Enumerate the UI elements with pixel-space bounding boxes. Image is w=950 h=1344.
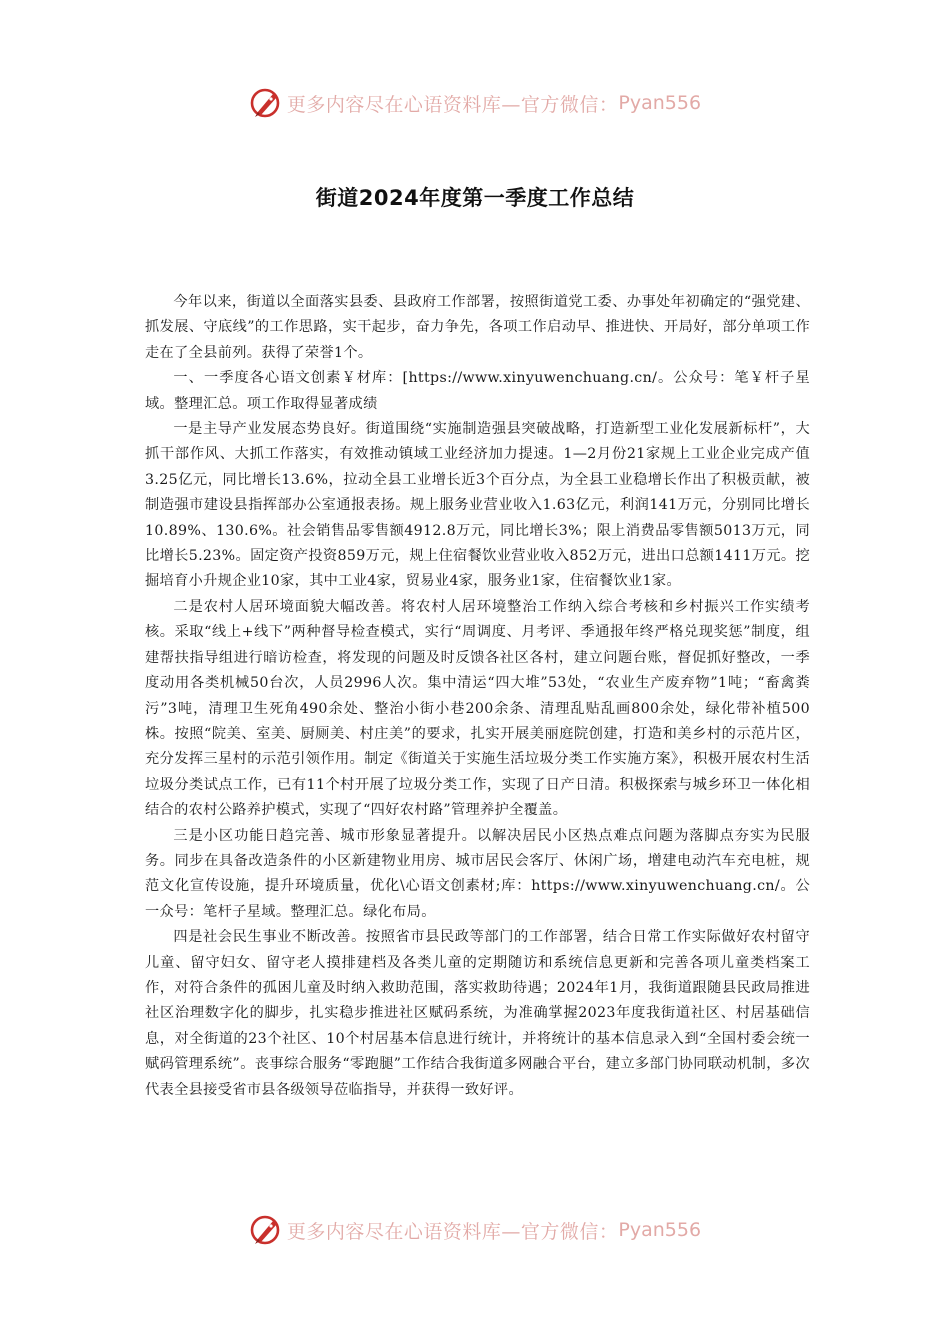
banner-wechat-id: Pyan556 — [618, 92, 702, 114]
document-title: 街道2024年度第一季度工作总结 — [315, 186, 635, 210]
pen-nib-logo-icon — [249, 1213, 283, 1247]
paragraph-section-heading: 一、一季度各心语文创素￥材库：[https://www.xinyuwenchuang.cn/。公众号：笔￥杆子星域。整理汇总。项工作取得显著成绩 — [145, 370, 810, 412]
paragraph-rural-environment: 二是农村人居环境面貌大幅改善。将农村人居环境整治工作纳入综合考核和乡村振兴工作实绩考核。采取“线上+线下”两种督导检查模式，实行“周调度、月考评、季通报年终严格兑现奖惩”制度，组建帮扶指导组进行暗访检查，将发现的问题及时反馈各社区各村，建立问题台账，督促抓好整改，一季度动用各类机械50台次，人员2996人次。集中清运“四大堆”53处，“农业生产废弃物”1吨；“畜禽粪污”3吨，清理卫生死角490余处、整治小街小巷200余条、清理乱贴乱画800余处，绿化带补植500株。按照“院美、室美、厨厕美、村庄美”的要求，扎实开展美丽庭院创建，打造和美乡村的示范片区，充分发挥三星村的示范引领作用。制定《街道关于实施生活垃圾分类工作实施方案》，积极开展农村生活垃圾分类试点工作，已有11个村开展了垃圾分类工作，实现了日产日清。积极探索与城乡环卫一体化相结合的农村公路养护模式，实现了“四好农村路”管理养护全覆盖。 — [145, 598, 810, 819]
paragraph-community: 三是小区功能日趋完善、城市形象显著提升。以解决居民小区热点难点问题为落脚点夯实为民服务。同步在具备改造条件的小区新建物业用房、城市居民会客厅、休闲广场，增建电动汽车充电桩，规范文化宣传设施，提升环境质量，优化\心语文创素材;库：https://www.xinyuwenchuang.cn/。公一众号：笔杆子星域。整理汇总。绿化布局。 — [145, 827, 810, 920]
banner-text: 更多内容尽在心语资料库—官方微信： — [286, 93, 619, 116]
paragraph-industry: 一是主导产业发展态势良好。街道围绕“实施制造强县突破战略，打造新型工业化发展新标杆”，大抓干部作风、大抓工作落实，有效推动镇域工业经济加力提速。1—2月份21家规上工业企业完成产值3.25亿元，同比增长13.6%，拉动全县工业增长近3个百分点，为全县工业稳增长作出了积极贡献，被制造强市建设县指挥部办公室通报表扬。规上服务业营业收入1.63亿元，利润141万元，分别同比增长10.89%、130.6%。社会销售品零售额4912.8万元，同比增长3%；限上消费品零售额5013万元，同比增长5.23%。固定资产投资859万元，规上住宿餐饮业营业收入852万元，进出口总额1411万元。挖掘培育小升规企业10家，其中工业4家，贸易业4家，服务业1家，住宿餐饮业1家。 — [145, 421, 810, 590]
pen-nib-logo-icon — [249, 86, 283, 120]
paragraph-intro: 今年以来，街道以全面落实县委、县政府工作部署，按照街道党工委、办事处年初确定的“强党建、抓发展、守底线”的工作思路，实干起步，奋力争先，各项工作启动早、推进快、开局好，部分单项工作走在了全县前列。获得了荣誉1个。 — [145, 294, 810, 361]
paragraph-livelihood: 四是社会民生事业不断改善。按照省市县民政等部门的工作部署，结合日常工作实际做好农村留守儿童、留守妇女、留守老人摸排建档及各类儿童的定期随访和系统信息更新和完善各项儿童类档案工作，对符合条件的孤困儿童及时纳入救助范围，落实救助待遇；2024年1月，我街道跟随县民政局推进社区治理数字化的脚步，扎实稳步推进社区赋码系统，为准确掌握2023年度我街道社区、村居基础信息，对全街道的23个社区、10个村居基本信息进行统计，并将统计的基本信息录入到“全国村委会统一赋码管理系统”。丧事综合服务“零跑腿”工作结合我街道多网融合平台，建立多部门协同联动机制，多次代表全县接受省市县各级领导莅临指导，并获得一致好评。 — [145, 929, 810, 1098]
banner-text: 更多内容尽在心语资料库—官方微信： — [286, 1220, 619, 1243]
header-watermark-banner — [0, 81, 950, 125]
footer-watermark-banner — [0, 1208, 950, 1252]
document-body — [145, 290, 810, 1103]
banner-wechat-id: Pyan556 — [618, 1219, 702, 1241]
